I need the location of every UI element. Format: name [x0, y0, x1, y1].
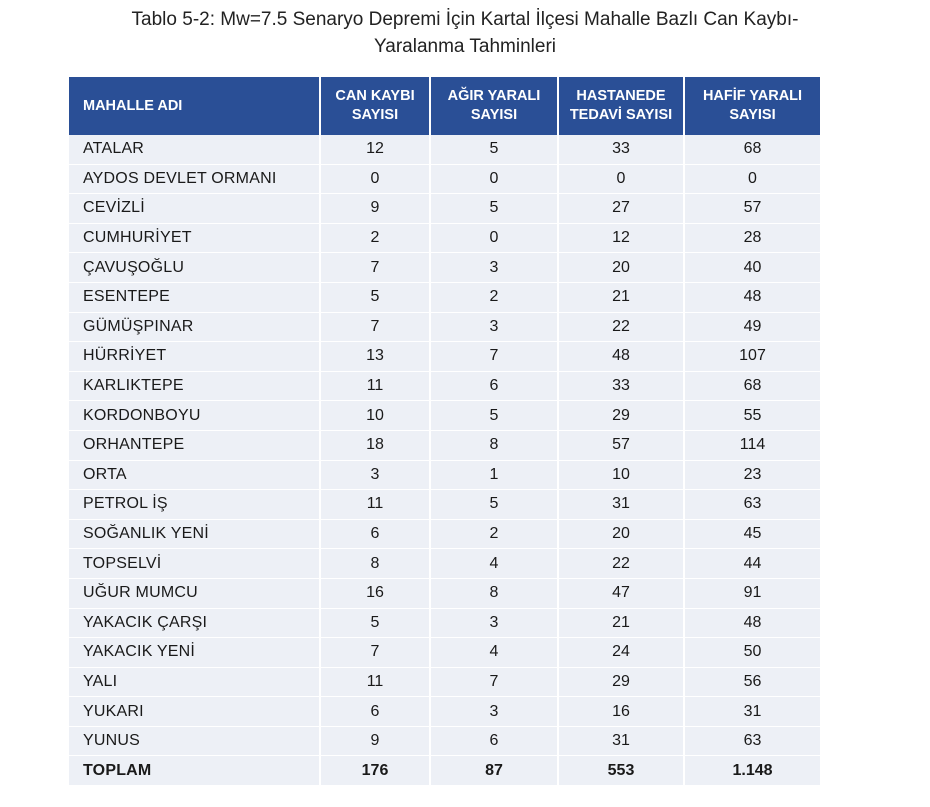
- header-hafif-yarali: HAFİF YARALI SAYISI: [685, 77, 820, 135]
- cell-agir-yarali: 87: [431, 756, 559, 786]
- cell-mahalle-adi: ORTA: [69, 461, 321, 491]
- cell-hastanede-tedavi: 20: [559, 520, 685, 550]
- cell-hastanede-tedavi: 12: [559, 224, 685, 254]
- cell-agir-yarali: 1: [431, 461, 559, 491]
- cell-hafif-yarali: 91: [685, 579, 820, 609]
- cell-hafif-yarali: 40: [685, 253, 820, 283]
- cell-mahalle-adi: YALI: [69, 668, 321, 698]
- cell-mahalle-adi: TOPLAM: [69, 756, 321, 786]
- table-header-row: [69, 77, 820, 135]
- table-row: [69, 727, 820, 757]
- cell-hastanede-tedavi: 31: [559, 490, 685, 520]
- cell-hafif-yarali: 107: [685, 342, 820, 372]
- header-agir-yarali: AĞIR YARALI SAYISI: [431, 77, 559, 135]
- cell-agir-yarali: 7: [431, 668, 559, 698]
- cell-mahalle-adi: CEVİZLİ: [69, 194, 321, 224]
- cell-can-kaybi: 5: [321, 283, 431, 313]
- cell-hafif-yarali: 68: [685, 135, 820, 165]
- cell-can-kaybi: 9: [321, 194, 431, 224]
- cell-hastanede-tedavi: 57: [559, 431, 685, 461]
- cell-can-kaybi: 7: [321, 313, 431, 343]
- cell-mahalle-adi: ESENTEPE: [69, 283, 321, 313]
- table-row: [69, 253, 820, 283]
- cell-hastanede-tedavi: 21: [559, 283, 685, 313]
- cell-can-kaybi: 8: [321, 549, 431, 579]
- cell-hastanede-tedavi: 29: [559, 668, 685, 698]
- table-row: [69, 638, 820, 668]
- cell-hastanede-tedavi: 48: [559, 342, 685, 372]
- table-row: [69, 668, 820, 698]
- cell-hastanede-tedavi: 21: [559, 609, 685, 639]
- cell-hafif-yarali: 57: [685, 194, 820, 224]
- cell-can-kaybi: 9: [321, 727, 431, 757]
- cell-hafif-yarali: 44: [685, 549, 820, 579]
- cell-hastanede-tedavi: 0: [559, 165, 685, 195]
- table-row: [69, 461, 820, 491]
- cell-hafif-yarali: 1.148: [685, 756, 820, 786]
- cell-mahalle-adi: YAKACIK ÇARŞI: [69, 609, 321, 639]
- cell-agir-yarali: 5: [431, 194, 559, 224]
- cell-can-kaybi: 18: [321, 431, 431, 461]
- cell-agir-yarali: 7: [431, 342, 559, 372]
- table-row: [69, 313, 820, 343]
- cell-mahalle-adi: HÜRRİYET: [69, 342, 321, 372]
- cell-hafif-yarali: 49: [685, 313, 820, 343]
- cell-hafif-yarali: 50: [685, 638, 820, 668]
- table-row: [69, 490, 820, 520]
- cell-agir-yarali: 3: [431, 697, 559, 727]
- cell-agir-yarali: 6: [431, 372, 559, 402]
- table-row: [69, 579, 820, 609]
- cell-mahalle-adi: CUMHURİYET: [69, 224, 321, 254]
- cell-hafif-yarali: 63: [685, 727, 820, 757]
- cell-hastanede-tedavi: 16: [559, 697, 685, 727]
- cell-can-kaybi: 11: [321, 372, 431, 402]
- cell-can-kaybi: 10: [321, 401, 431, 431]
- table-row: [69, 431, 820, 461]
- cell-hastanede-tedavi: 33: [559, 135, 685, 165]
- table-row: [69, 549, 820, 579]
- table-total-row: [69, 756, 820, 786]
- table-row: [69, 697, 820, 727]
- cell-hastanede-tedavi: 33: [559, 372, 685, 402]
- cell-agir-yarali: 2: [431, 283, 559, 313]
- table-row: [69, 401, 820, 431]
- header-mahalle-adi: MAHALLE ADI: [69, 77, 321, 135]
- cell-can-kaybi: 7: [321, 253, 431, 283]
- cell-mahalle-adi: YUKARI: [69, 697, 321, 727]
- cell-hastanede-tedavi: 29: [559, 401, 685, 431]
- cell-hafif-yarali: 48: [685, 609, 820, 639]
- cell-mahalle-adi: ÇAVUŞOĞLU: [69, 253, 321, 283]
- cell-mahalle-adi: SOĞANLIK YENİ: [69, 520, 321, 550]
- table-row: [69, 224, 820, 254]
- table-row: [69, 342, 820, 372]
- cell-hastanede-tedavi: 20: [559, 253, 685, 283]
- cell-can-kaybi: 7: [321, 638, 431, 668]
- cell-mahalle-adi: ORHANTEPE: [69, 431, 321, 461]
- cell-can-kaybi: 11: [321, 490, 431, 520]
- cell-can-kaybi: 13: [321, 342, 431, 372]
- table-row: [69, 283, 820, 313]
- cell-can-kaybi: 2: [321, 224, 431, 254]
- cell-agir-yarali: 6: [431, 727, 559, 757]
- cell-hafif-yarali: 68: [685, 372, 820, 402]
- cell-hafif-yarali: 63: [685, 490, 820, 520]
- caption-line-2: Yaralanma Tahminleri: [374, 36, 556, 57]
- cell-hafif-yarali: 23: [685, 461, 820, 491]
- cell-mahalle-adi: KORDONBOYU: [69, 401, 321, 431]
- cell-agir-yarali: 3: [431, 609, 559, 639]
- casualty-table: [69, 77, 820, 786]
- cell-agir-yarali: 5: [431, 401, 559, 431]
- table-body: [69, 135, 820, 786]
- table-row: [69, 520, 820, 550]
- header-can-kaybi: CAN KAYBI SAYISI: [321, 77, 431, 135]
- cell-agir-yarali: 5: [431, 490, 559, 520]
- cell-hastanede-tedavi: 10: [559, 461, 685, 491]
- cell-mahalle-adi: TOPSELVİ: [69, 549, 321, 579]
- cell-hastanede-tedavi: 24: [559, 638, 685, 668]
- cell-can-kaybi: 11: [321, 668, 431, 698]
- cell-hastanede-tedavi: 27: [559, 194, 685, 224]
- cell-hastanede-tedavi: 47: [559, 579, 685, 609]
- cell-agir-yarali: 0: [431, 165, 559, 195]
- cell-hastanede-tedavi: 22: [559, 549, 685, 579]
- cell-mahalle-adi: GÜMÜŞPINAR: [69, 313, 321, 343]
- cell-can-kaybi: 0: [321, 165, 431, 195]
- cell-agir-yarali: 2: [431, 520, 559, 550]
- table-row: [69, 609, 820, 639]
- cell-hastanede-tedavi: 553: [559, 756, 685, 786]
- cell-hafif-yarali: 56: [685, 668, 820, 698]
- table-row: [69, 372, 820, 402]
- cell-agir-yarali: 8: [431, 579, 559, 609]
- cell-can-kaybi: 16: [321, 579, 431, 609]
- cell-hafif-yarali: 48: [685, 283, 820, 313]
- cell-can-kaybi: 176: [321, 756, 431, 786]
- cell-mahalle-adi: UĞUR MUMCU: [69, 579, 321, 609]
- cell-mahalle-adi: YAKACIK YENİ: [69, 638, 321, 668]
- table-row: [69, 194, 820, 224]
- cell-hastanede-tedavi: 22: [559, 313, 685, 343]
- cell-can-kaybi: 12: [321, 135, 431, 165]
- cell-agir-yarali: 3: [431, 313, 559, 343]
- cell-can-kaybi: 3: [321, 461, 431, 491]
- cell-hastanede-tedavi: 31: [559, 727, 685, 757]
- cell-agir-yarali: 8: [431, 431, 559, 461]
- cell-hafif-yarali: 31: [685, 697, 820, 727]
- cell-mahalle-adi: PETROL İŞ: [69, 490, 321, 520]
- caption-line-1: Tablo 5-2: Mw=7.5 Senaryo Depremi İçin Kartal İlçesi Mahalle Bazlı Can Kaybı-: [131, 9, 799, 30]
- header-hastanede-tedavi: HASTANEDE TEDAVİ SAYISI: [559, 77, 685, 135]
- cell-agir-yarali: 5: [431, 135, 559, 165]
- cell-hafif-yarali: 55: [685, 401, 820, 431]
- cell-hafif-yarali: 0: [685, 165, 820, 195]
- cell-agir-yarali: 0: [431, 224, 559, 254]
- cell-can-kaybi: 6: [321, 520, 431, 550]
- cell-mahalle-adi: AYDOS DEVLET ORMANI: [69, 165, 321, 195]
- cell-mahalle-adi: ATALAR: [69, 135, 321, 165]
- cell-hafif-yarali: 114: [685, 431, 820, 461]
- cell-hafif-yarali: 45: [685, 520, 820, 550]
- table-row: [69, 135, 820, 165]
- cell-agir-yarali: 3: [431, 253, 559, 283]
- cell-agir-yarali: 4: [431, 638, 559, 668]
- cell-can-kaybi: 6: [321, 697, 431, 727]
- cell-agir-yarali: 4: [431, 549, 559, 579]
- table-row: [69, 165, 820, 195]
- table-caption: [60, 6, 870, 60]
- cell-hafif-yarali: 28: [685, 224, 820, 254]
- cell-can-kaybi: 5: [321, 609, 431, 639]
- cell-mahalle-adi: YUNUS: [69, 727, 321, 757]
- cell-mahalle-adi: KARLIKTEPE: [69, 372, 321, 402]
